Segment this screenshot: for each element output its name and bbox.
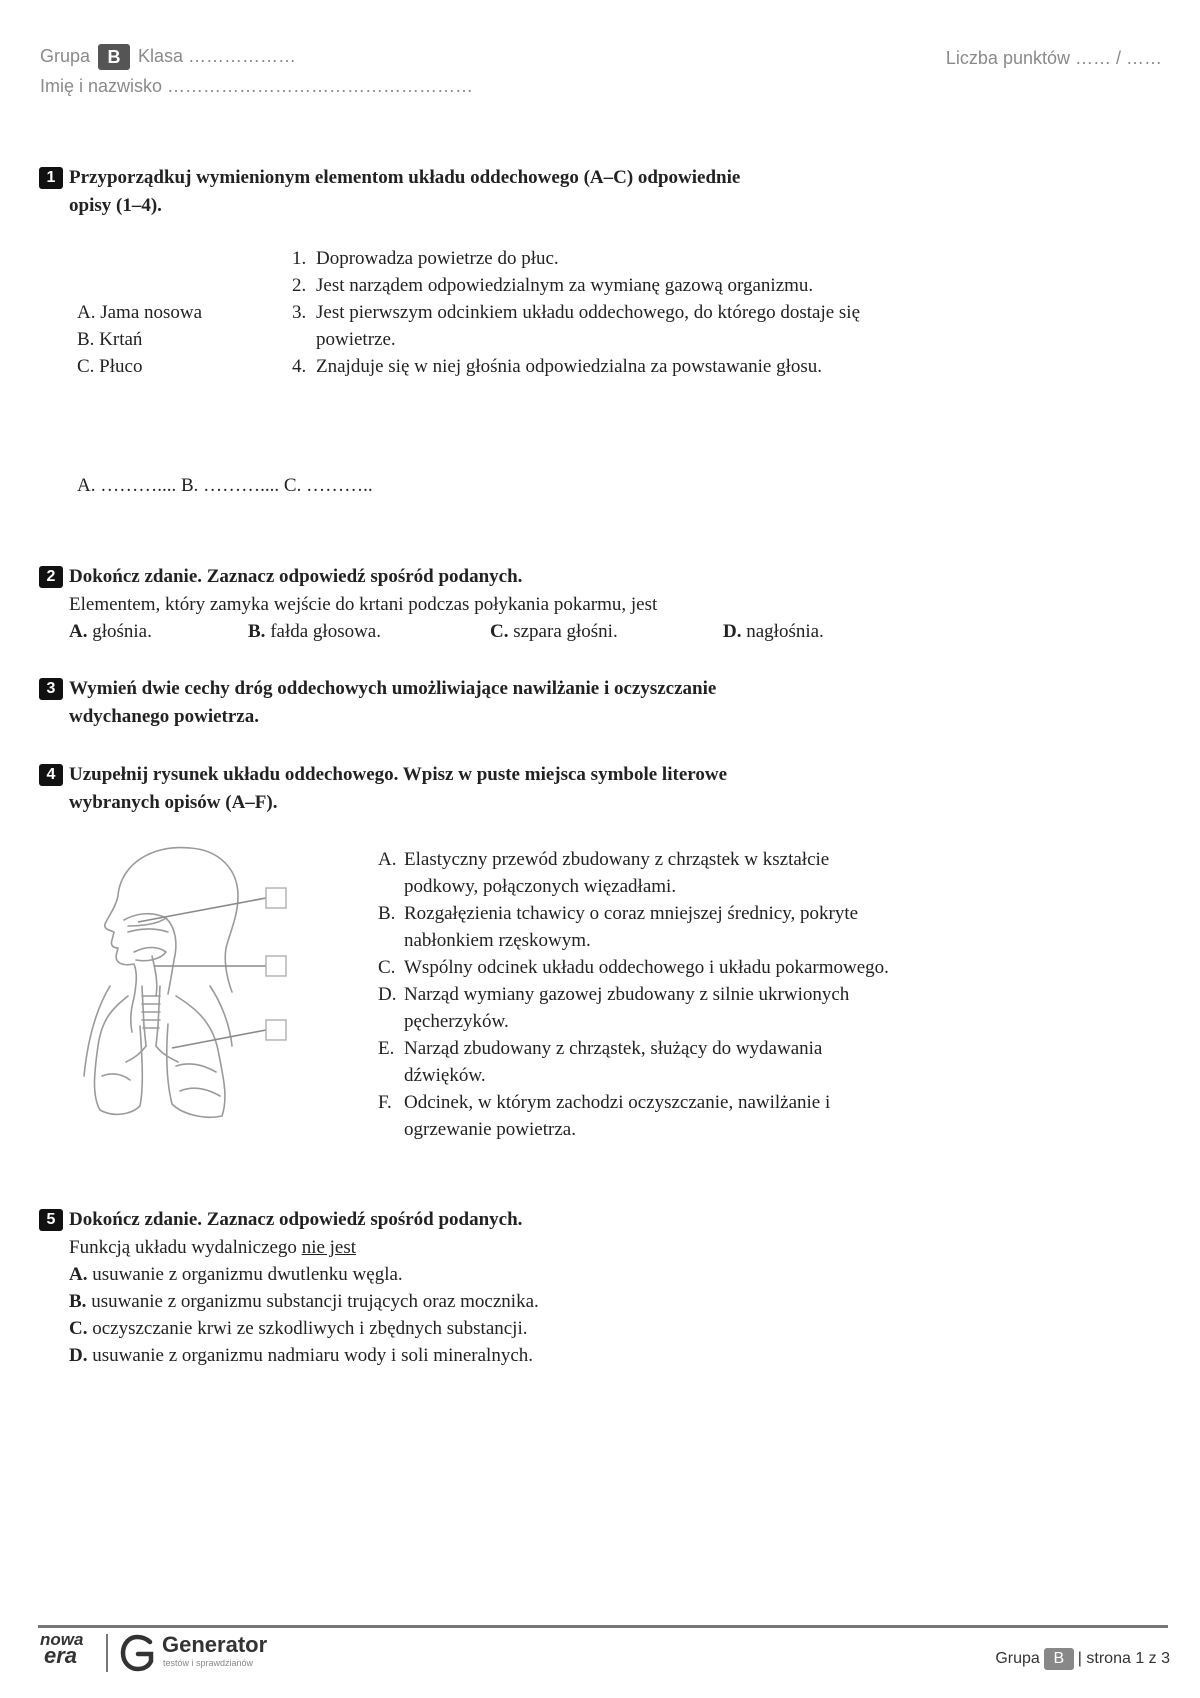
generator-logo [120, 1634, 156, 1677]
task-5-option-d[interactable]: D. usuwanie z organizmu nadmiaru wody i soli mineralnych. [69, 1345, 534, 1366]
description-item: D. Narząd wymiany gazowej zbudowany z silnie ukrwionych pęcherzyków. [378, 984, 850, 1032]
task-5-option-a[interactable]: A. usuwanie z organizmu dwutlenku węgla. [69, 1264, 403, 1285]
task-1-descriptions [292, 245, 884, 380]
task-5-title: 5 Dokończ zdanie. Zaznacz odpowiedź spośród podanych. [69, 1206, 949, 1234]
task-4-descriptions [378, 846, 898, 1143]
task-1 [46, 164, 899, 220]
element-a: A. Jama nosowa [77, 302, 203, 323]
description-item: 4. Znajduje się w niej głośnia odpowiedzialna za powstawanie głosu. [292, 356, 823, 377]
task-1-title-line1: Przyporządkuj wymienionym elementom układu oddechowego (A–C) odpowiednie [69, 167, 741, 188]
generator-g-icon [120, 1634, 156, 1672]
task-4 [46, 761, 949, 817]
description-item: A. Elastyczny przewód zbudowany z chrząstek w kształcie podkowy, połączonych więzadłami. [378, 849, 830, 897]
description-item: E. Narząd zbudowany z chrząstek, służący do wydawania dźwięków. [378, 1038, 823, 1086]
label-line-3 [172, 1030, 266, 1048]
answer-box-3 [266, 1020, 286, 1040]
generator-subtitle: testów i sprawdzianów [163, 1658, 254, 1668]
option-d[interactable]: D. nagłośnia. [723, 621, 824, 642]
option-a[interactable]: A. głośnia. [69, 621, 152, 642]
footer-page-info: Grupa B | strona 1 z 3 [995, 1648, 1170, 1670]
task-4-title: 4 Uzupełnij rysunek układu oddechowego. Wpisz w puste miejsca symbole literowe wybranych opisów (A–F). [69, 761, 949, 817]
task-2 [46, 563, 949, 645]
description-item: B. Rozgałęzienia tchawicy o coraz mniejszej średnicy, pokryte nabłonkiem rzęskowym. [378, 903, 859, 951]
option-b[interactable]: B. fałda głosowa. [248, 621, 381, 642]
task-3-title: 3 Wymień dwie cechy dróg oddechowych umożliwiające nawilżanie i oczyszczanie wdychanego powietrza. [69, 675, 949, 731]
task-5-stem: Funkcją układu wydalniczego nie jest [69, 1237, 357, 1258]
task-5-number: 5 [39, 1209, 63, 1231]
description-item: 2. Jest narządem odpowiedzialnym za wymianę gazową organizmu. [292, 275, 814, 296]
header-group-class [40, 44, 296, 70]
head-back [190, 848, 238, 992]
points-label: Liczba punktów …… / …… [945, 48, 1162, 68]
generator-name: Generator [162, 1632, 268, 1657]
task-1-title [46, 164, 899, 220]
description-item: 1. Doprowadza powietrze do płuc. [292, 248, 559, 269]
task-1-elements [77, 299, 277, 380]
element-b: B. Krtań [77, 329, 143, 350]
element-c: C. Płuco [77, 356, 143, 377]
lung-left [95, 996, 143, 1114]
lung-right [167, 996, 225, 1117]
name-label: Imię i nazwisko …………………………………………… [40, 76, 474, 96]
task-1-number: 1 [39, 167, 63, 189]
task-3-number: 3 [39, 678, 63, 700]
task-5-option-c[interactable]: C. oczyszczanie krwi ze szkodliwych i zbędnych substancji. [69, 1318, 528, 1339]
task-1-answer-line[interactable]: A. ……….... B. ……….... C. ……….. [77, 475, 373, 496]
description-item: 3. Jest pierwszym odcinkiem układu oddechowego, do którego dostaje się powietrze. [292, 302, 861, 350]
group-label: Grupa [40, 45, 91, 66]
task-2-stem: Elementem, który zamyka wejście do krtani podczas połykania pokarmu, jest [69, 594, 658, 615]
task-1-title-line2: opisy (1–4). [69, 195, 162, 216]
task-2-title: 2 Dokończ zdanie. Zaznacz odpowiedź spośród podanych. [69, 563, 949, 591]
respiratory-system-diagram [80, 836, 320, 1146]
class-label: Klasa ……………… [138, 45, 297, 66]
description-item: C. Wspólny odcinek układu oddechowego i układu pokarmowego. [378, 957, 889, 978]
option-c[interactable]: C. szpara głośni. [490, 621, 618, 642]
task-3 [46, 675, 949, 731]
footer-group-badge: B [1044, 1648, 1074, 1670]
footer-logo-separator [106, 1634, 108, 1672]
task-5 [46, 1206, 949, 1369]
label-line-1 [138, 898, 266, 922]
answer-box-1 [266, 888, 286, 908]
description-item: F. Odcinek, w którym zachodzi oczyszczanie, nawilżanie i ogrzewanie powietrza. [378, 1092, 831, 1140]
answer-box-2 [266, 956, 286, 976]
group-letter-badge: B [98, 44, 130, 70]
footer-divider [38, 1625, 1168, 1628]
nowa-era-logo: nowa era [40, 1630, 84, 1668]
task-5-option-b[interactable]: B. usuwanie z organizmu substancji trujących oraz mocznika. [69, 1291, 539, 1312]
task-2-options [69, 618, 949, 645]
task-4-number: 4 [39, 764, 63, 786]
task-2-number: 2 [39, 566, 63, 588]
